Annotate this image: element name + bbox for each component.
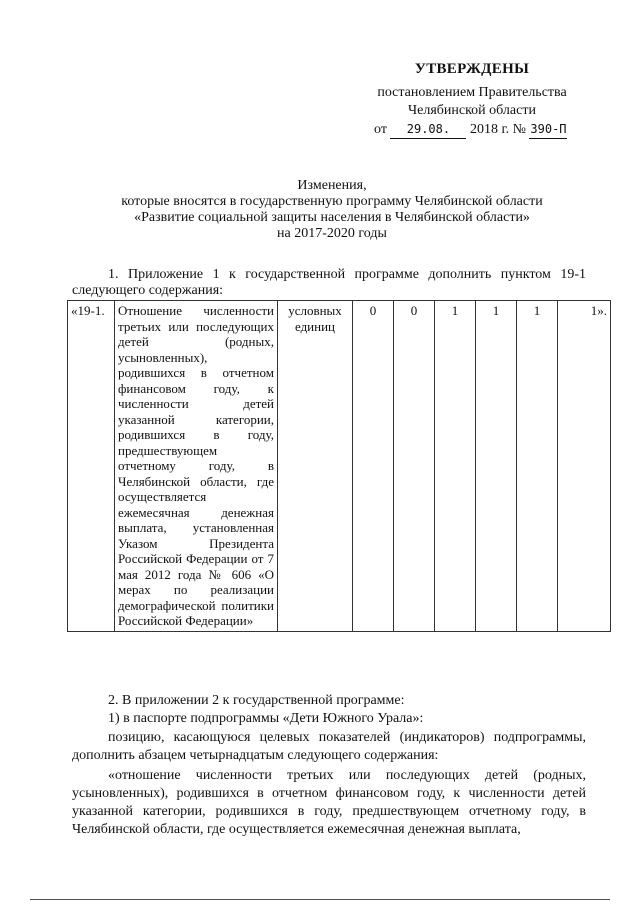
approval-line-1: постановлением Правительства	[377, 85, 567, 100]
value-cell-last: 1».	[558, 301, 611, 632]
title-line-1: Изменения,	[297, 178, 367, 193]
title-line-4: на 2017-2020 годы	[277, 226, 387, 241]
approval-block	[362, 60, 582, 139]
approval-heading: УТВЕРЖДЕНЫ	[414, 61, 530, 77]
table-row	[68, 301, 611, 632]
year-label: 2018 г. №	[469, 122, 526, 137]
indicator-name-cell: Отношение численности третьих или последующих детей (родных, усыновленных), родившихся в отчетном финансовом году, к численности детей указанной категории, родившихся в году, предшествующем отчетному году, в Челябинской области, где осуществляется ежемесячная денежная выплата, установленная Указом Президента Российской Федерации от 7 мая 2012 года № 606 «О мерах по реализации демографической политики Российской Федерации»	[115, 301, 278, 632]
value-cell: 0	[353, 301, 394, 632]
approval-date-line	[374, 120, 582, 139]
item-2-sub-1: 1) в паспорте подпрограммы «Дети Южного Урала»:	[108, 711, 424, 726]
approval-line-2: Челябинской области	[408, 103, 536, 118]
indicator-table	[67, 300, 611, 632]
item-1-text: 1. Приложение 1 к государственной программе дополнить пунктом 19-1 следующего содержания:	[72, 267, 586, 298]
unit-cell: условных единиц	[278, 301, 353, 632]
document-title	[72, 178, 592, 242]
value-cell: 1	[476, 301, 517, 632]
from-label: от	[374, 122, 387, 137]
approval-date: 29.08.	[390, 120, 466, 139]
title-line-3: «Развитие социальной защиты населения в Челябинской области»	[134, 210, 530, 225]
value-cell: 1	[517, 301, 558, 632]
value-cell: 0	[394, 301, 435, 632]
title-line-2: которые вносятся в государственную программу Челябинской области	[121, 194, 543, 209]
item-2-position: позицию, касающуюся целевых показателей (индикаторов) подпрограммы, дополнить абзацем четырнадцатым следующего содержания:	[72, 730, 586, 763]
row-number-cell: «19-1.	[68, 301, 115, 632]
item-2-heading: 2. В приложении 2 к государственной программе:	[108, 693, 405, 708]
value-cell: 1	[435, 301, 476, 632]
approval-number: 390-П	[529, 120, 567, 139]
item-2-quote: «отношение численности третьих или последующих детей (родных, усыновленных), родившихся в отчетном финансовом году, к численности детей указанной категории, родившихся в году, предшествующем отчетному году, в Челябинской области, где осуществляется ежемесячная денежная выплата,	[72, 768, 586, 837]
page-bottom-edge	[30, 899, 610, 900]
